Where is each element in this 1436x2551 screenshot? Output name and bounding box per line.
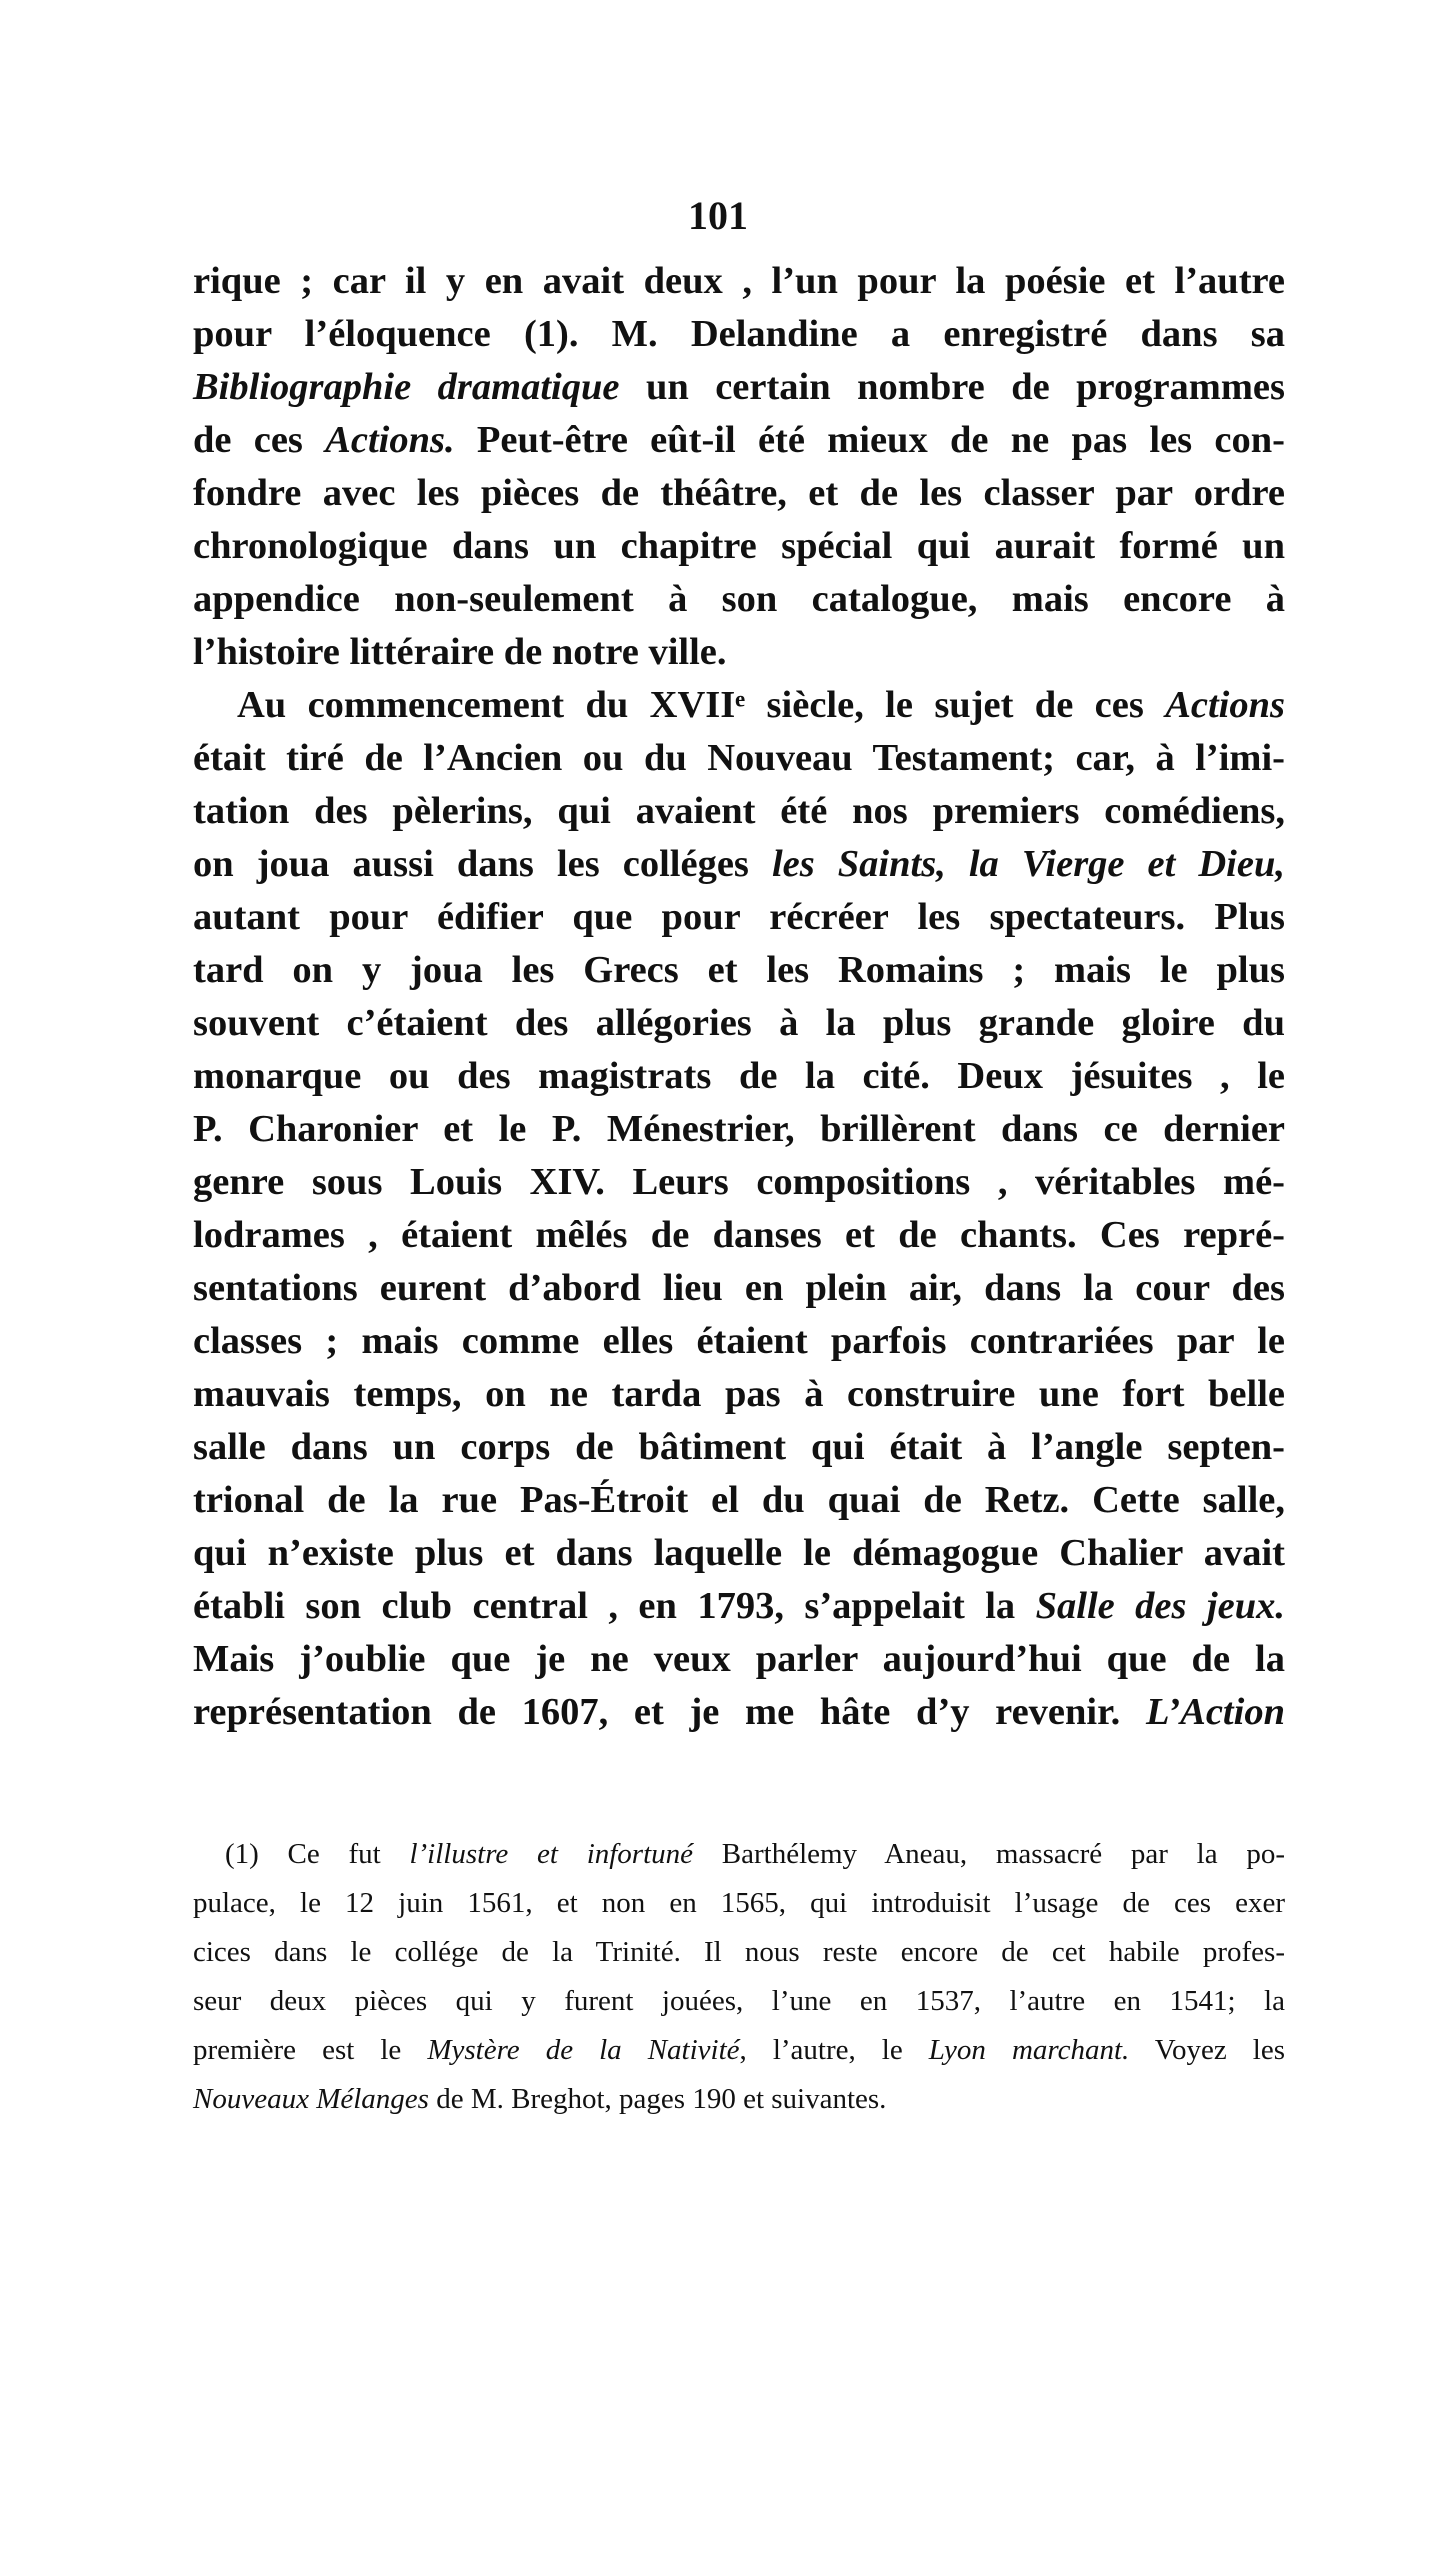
footnote-line — [193, 1879, 1285, 1928]
text-segment: qui n’existe plus et dans laquelle le démagogue Chalier avait — [193, 1532, 1285, 1574]
body-line — [193, 785, 1285, 838]
italic-text: Lyon marchant. — [928, 2034, 1130, 2066]
body-line — [193, 1421, 1285, 1474]
italic-text: l’illustre et infortuné — [409, 1838, 694, 1870]
body-line — [193, 997, 1285, 1050]
italic-text: Nouveaux Mélanges — [193, 2083, 429, 2115]
text-segment: un certain nombre de programmes — [619, 366, 1285, 408]
body-line — [193, 308, 1285, 361]
text-segment: monarque ou des magistrats de la cité. Deux jésuites , le — [193, 1055, 1285, 1097]
body-line — [193, 1050, 1285, 1103]
body-line — [193, 414, 1285, 467]
body-line — [193, 520, 1285, 573]
text-segment: autant pour édifier que pour récréer les spectateurs. Plus — [193, 896, 1285, 938]
italic-text: Actions — [1165, 684, 1285, 726]
italic-text: Mystère de la Nativité — [427, 2034, 740, 2066]
text-segment: fondre avec les pièces de théâtre, et de les classer par ordre — [193, 472, 1285, 514]
text-segment: classes ; mais comme elles étaient parfois contrariées par le — [193, 1320, 1285, 1362]
italic-text: les Saints, la Vierge et Dieu, — [771, 843, 1286, 885]
text-segment: Peut-être eût-il été mieux de ne pas les con- — [454, 419, 1285, 461]
text-segment: pulace, le 12 juin 1561, et non en 1565, qui introduisit l’usage de ces exer — [193, 1887, 1285, 1919]
body-line — [193, 944, 1285, 997]
italic-text: Salle des jeux. — [1035, 1585, 1285, 1627]
footnotes — [193, 1830, 1285, 2124]
text-segment: de M. Breghot, pages 190 et suivantes. — [428, 2083, 887, 2115]
text-segment: Barthélemy Aneau, massacré par la po- — [693, 1838, 1285, 1870]
footnote-line — [193, 2075, 1285, 2124]
body-line — [193, 573, 1285, 626]
text-segment: représentation de 1607, et je me hâte d’y revenir. — [193, 1691, 1146, 1733]
text-segment: (1) Ce fut — [225, 1838, 410, 1870]
body-line — [193, 1633, 1285, 1686]
body-line — [193, 1156, 1285, 1209]
body-line — [193, 626, 1285, 679]
text-segment: l’histoire littéraire de notre ville. — [193, 631, 727, 673]
body-line — [193, 679, 1285, 732]
body-line — [193, 1103, 1285, 1156]
text-segment: appendice non-seulement à son catalogue, mais encore à — [193, 578, 1285, 620]
body-line — [193, 1580, 1285, 1633]
body-line — [193, 1315, 1285, 1368]
footnote-line — [193, 1830, 1285, 1879]
text-segment: tard on y joua les Grecs et les Romains ; mais le plus — [193, 949, 1285, 991]
footnote-line — [193, 2026, 1285, 2075]
text-segment: trional de la rue Pas-Étroit el du quai de Retz. Cette salle, — [193, 1479, 1285, 1521]
text-segment: cices dans le collége de la Trinité. Il nous reste encore de cet habile profes- — [193, 1936, 1285, 1968]
text-segment: Mais j’oublie que je ne veux parler aujourd’hui que de la — [193, 1638, 1285, 1680]
body-line — [193, 1527, 1285, 1580]
italic-text: Actions. — [325, 419, 455, 461]
text-segment: pour l’éloquence (1). M. Delandine a enregistré dans sa — [193, 313, 1285, 355]
page-number: 101 — [688, 193, 748, 238]
text-segment: salle dans un corps de bâtiment qui était à l’angle septen- — [193, 1426, 1285, 1468]
text-segment: lodrames , étaient mêlés de danses et de chants. Ces repré- — [193, 1214, 1285, 1256]
footnote-line — [193, 1928, 1285, 1977]
text-segment: souvent c’étaient des allégories à la plus grande gloire du — [193, 1002, 1285, 1044]
text-segment: seur deux pièces qui y furent jouées, l’une en 1537, l’autre en 1541; la — [193, 1985, 1285, 2017]
text-segment: de ces — [193, 419, 326, 461]
text-segment: on joua aussi dans les colléges — [193, 843, 772, 885]
body-line — [193, 467, 1285, 520]
footnote-line — [193, 1977, 1285, 2026]
body-line — [193, 732, 1285, 785]
body-line — [193, 1209, 1285, 1262]
text-segment: mauvais temps, on ne tarda pas à construire une fort belle — [193, 1373, 1285, 1415]
text-segment: rique ; car il y en avait deux , l’un pour la poésie et l’autre — [193, 260, 1285, 302]
text-segment: P. Charonier et le P. Ménestrier, brillèrent dans ce dernier — [193, 1108, 1285, 1150]
text-segment: était tiré de l’Ancien ou du Nouveau Testament; car, à l’imi- — [193, 737, 1285, 779]
body-line — [193, 255, 1285, 308]
text-segment: tation des pèlerins, qui avaient été nos premiers comédiens, — [193, 790, 1285, 832]
text-segment: Au commencement du XVIIᵉ siècle, le sujet de ces — [237, 684, 1166, 726]
body-line — [193, 1262, 1285, 1315]
italic-text: Bibliographie dramatique — [193, 366, 620, 408]
body-line — [193, 1686, 1285, 1739]
italic-text: L’Action — [1145, 1691, 1285, 1733]
body-line — [193, 1368, 1285, 1421]
body-line — [193, 838, 1285, 891]
main-text — [193, 255, 1285, 1739]
body-line — [193, 891, 1285, 944]
body-line — [193, 1474, 1285, 1527]
text-segment: première est le — [193, 2034, 428, 2066]
text-segment: sentations eurent d’abord lieu en plein air, dans la cour des — [193, 1267, 1285, 1309]
text-segment: , l’autre, le — [739, 2034, 929, 2066]
body-line — [193, 361, 1285, 414]
text-segment: Voyez les — [1129, 2034, 1286, 2066]
text-segment: genre sous Louis XIV. Leurs compositions , véritables mé- — [193, 1161, 1285, 1203]
text-segment: chronologique dans un chapitre spécial qui aurait formé un — [193, 525, 1285, 567]
text-segment: établi son club central , en 1793, s’appelait la — [193, 1585, 1036, 1627]
